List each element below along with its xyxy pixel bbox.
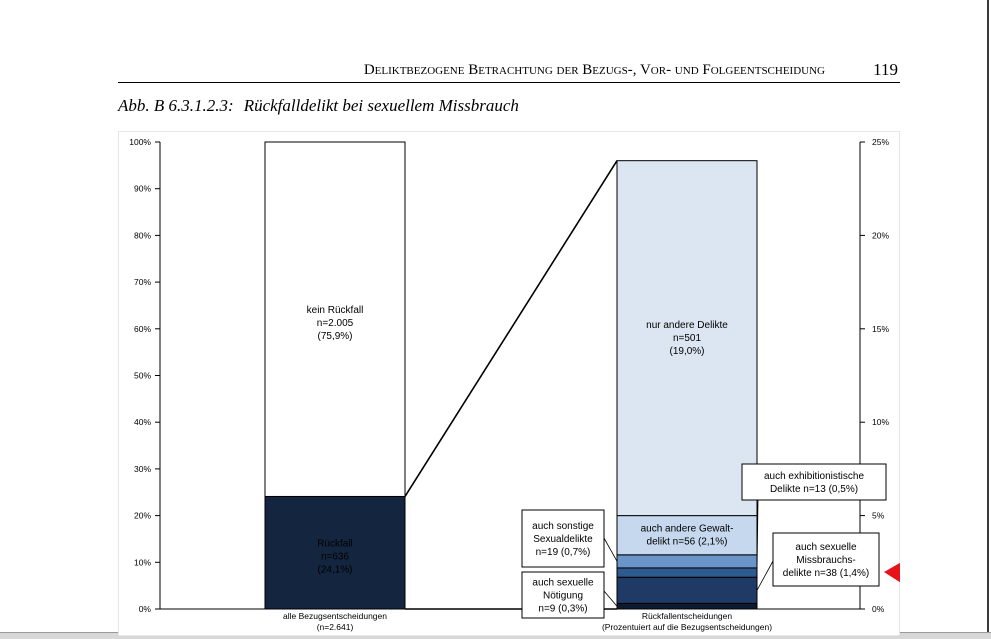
callout-label: auch sexuelle [532, 577, 594, 589]
figure-title: Rückfalldelikt bei sexuellem Missbrauch [243, 96, 519, 115]
axis-right-tick-label: 10% [872, 417, 890, 428]
bar-segment [617, 568, 757, 577]
callout-label: n=19 (0,7%) [535, 547, 591, 558]
axis-right-tick-label: 0% [872, 604, 885, 614]
bar-segment-label: (24,1%) [317, 564, 353, 576]
x-axis-label: alle Bezugsentscheidungen [283, 611, 387, 621]
axis-left-tick-label: 20% [133, 510, 151, 521]
callout-label: auch sexuelle [795, 542, 857, 553]
axis-left-tick-label: 70% [133, 277, 151, 288]
axis-left-tick-label: 0% [138, 604, 151, 614]
axis-left-tick-label: 10% [133, 557, 151, 568]
bar-segment [617, 603, 757, 609]
callout-sexuelle-noetigung [522, 572, 604, 618]
callout-label: Missbrauchs- [796, 555, 856, 566]
axis-left-tick-label: 90% [133, 183, 151, 194]
bar-segment-label: n=2.005 [316, 318, 354, 330]
page-number: 119 [873, 60, 898, 79]
callout-label: n=9 (0,3%) [538, 603, 588, 615]
callout-sonstige-sexualdelikte [522, 510, 604, 567]
callout-exhibitionistische-delikte [742, 464, 886, 500]
bar-segment-label: delikt n=56 (2,1%) [646, 536, 728, 548]
callout-label: Delikte n=13 (0,5%) [769, 484, 859, 495]
axis-right-tick-label: 20% [872, 230, 890, 241]
axis-left-tick-label: 80% [133, 230, 151, 241]
figure-number: Abb. B 6.3.1.2.3: [118, 96, 234, 115]
x-axis-label: (Prozentuiert auf die Bezugsentscheidungen) [601, 622, 773, 632]
x-axis-label: Rückfallentscheidungen [641, 611, 733, 621]
callout-label: auch sonstige [532, 521, 594, 532]
callout-label: Sexualdelikte [533, 534, 593, 545]
callout-sexuelle-missbrauchsdelikte [773, 533, 879, 586]
window-border-right [987, 0, 989, 638]
callout-label: delikte n=38 (1,4%) [782, 568, 870, 579]
axis-left-tick-label: 40% [133, 417, 151, 428]
axis-left-tick-label: 60% [133, 323, 151, 334]
bar-segment-label: (75,9%) [317, 331, 353, 343]
bar-segment [617, 577, 757, 603]
bar-segment-label: n=501 [672, 333, 702, 345]
axis-right-tick-label: 5% [872, 510, 885, 521]
callout-label: Nötigung [542, 590, 584, 602]
bar-segment-label: auch andere Gewalt- [640, 523, 734, 535]
bar-segment-label: n=636 [320, 551, 350, 563]
running-header [118, 58, 900, 83]
figure-caption [118, 96, 519, 116]
header-title: Deliktbezogene Betrachtung der Bezugs-, Vor- und Folgeentscheidung [363, 62, 825, 78]
axis-right-tick-label: 15% [872, 323, 890, 334]
chart [118, 131, 900, 636]
axis-left-tick-label: 50% [133, 370, 151, 381]
x-axis-label: (n=2.641) [316, 622, 354, 632]
axis-left-tick-label: 30% [133, 463, 151, 474]
bar-segment-label: nur andere Delikte [646, 320, 728, 332]
bar-segment [617, 516, 757, 555]
bar-segment-label: (19,0%) [669, 346, 705, 358]
bar-segment-label: Rückfall [317, 538, 353, 550]
axis-left-tick-label: 100% [129, 137, 151, 147]
bar-segment-label: kein Rückfall [306, 305, 364, 317]
bar-segment [617, 555, 757, 568]
axis-right-tick-label: 25% [872, 137, 890, 147]
callout-label: auch exhibitionistische [763, 471, 865, 482]
